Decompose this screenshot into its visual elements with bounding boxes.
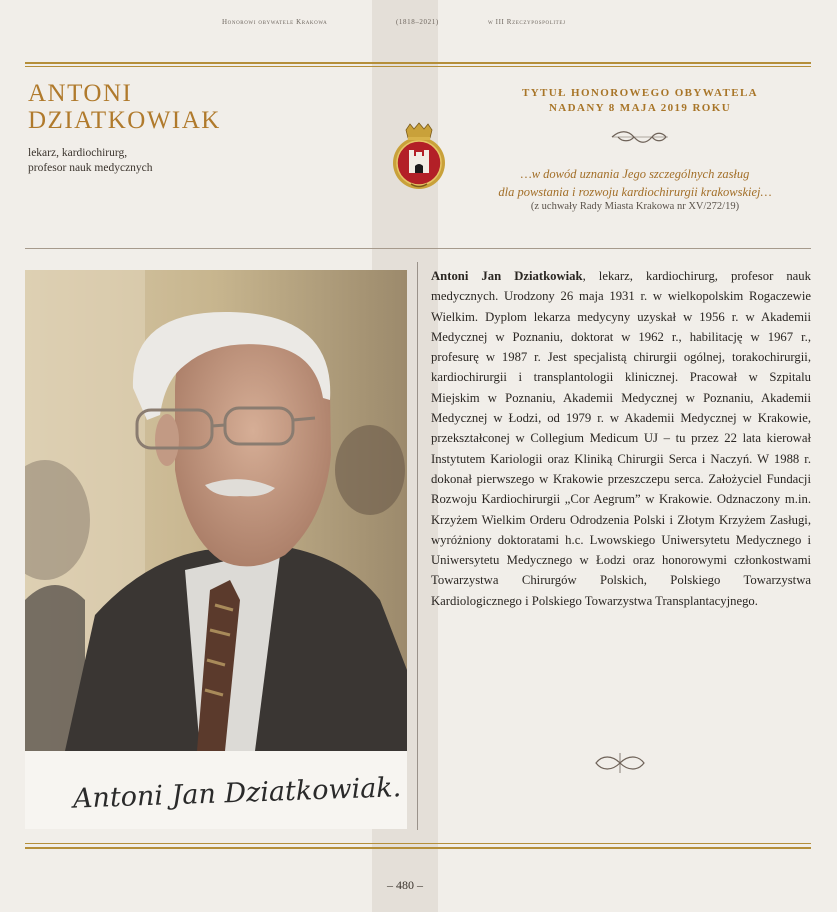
honor-quote: [460, 165, 810, 201]
portrait-photo-icon: [25, 270, 407, 751]
krakow-coat-of-arms-icon: [386, 122, 452, 192]
signature-panel: [25, 751, 407, 829]
quote-source: (z uchwały Rady Miasta Krakowa nr XV/272/19): [530, 201, 740, 212]
portrait-photo: [25, 270, 407, 751]
honor-title-line1: TYTUŁ HONOROWEGO OBYWATELA: [521, 87, 759, 99]
signature-image: [25, 751, 407, 829]
biography: [431, 266, 811, 611]
person-name-line1: ANTONI: [28, 80, 133, 107]
person-subtitle: [28, 146, 153, 176]
bio-text: , lekarz, kardiochirurg, profesor nauk medycznych. Urodzony 26 maja 1931 r. w wielkopolskim Rogaczewie Wielkim. Dyplom lekarza medycyny uzyskał w 1956 r. w Akademii Medycznej w Poznaniu, doktorat w 1962 r., habilitację w 1967 r., profesurę w 1987 r. Jest specjalistą chirurgii ogólnej, torakochirurgii, kardiochirurgii i transplantologii klinicznej. Pracował w Szpitalu Miejskim w Poznaniu, Akademii Medycznej w Poznaniu, Akademii Medycznej w Łodzi, od 1979 r. w Akademii Medycznej w Krakowie, przekształconej w Collegium Medicum UJ – tu przez 22 lata kierował Instytutem Kariologii oraz Kliniką Chirurgii Serca i Naczyń. W 1988 r. dokonał pierwszego w Krakowie przeszczepu serca. Założyciel Fundacji Rozwoju Kardiochirurgii „Cor Aegrum” w Krakowie. Odznaczony m.in. Krzyżem Wielkim Orderu Odrodzenia Polski i Złotym Krzyżem Zasługi, wyróżniony doktoratami h.c. Lwowskiego Uniwersytetu Medycznego i Uniwersytetu Medycznego w Łodzi oraz honorowymi członkostwami Towarzystwa Chirurgów Polskich, Polskiego Towarzystwa Kardiologicznego i Polskiego Towarzystwa Transplantacyjnego.: [431, 269, 811, 608]
honor-title: [487, 86, 793, 116]
bottom-rule-thick: [25, 847, 811, 849]
honor-title-line2: NADANY 8 MAJA 2019 ROKU: [548, 102, 732, 114]
top-rule: [25, 62, 811, 64]
page-number: – 480 –: [387, 878, 423, 892]
quote-line2: dla powstania i rozwoju kardiochirurgii krakowskiej…: [498, 185, 772, 199]
header-left: Honorowi obywatele Krakowa: [222, 18, 328, 26]
subtitle-line2: profesor nauk medycznych: [28, 162, 153, 174]
flourish-ornament-icon: [610, 128, 670, 146]
header-center: (1818–2021): [396, 18, 439, 26]
person-name: [28, 80, 221, 134]
person-name-line2: DZIATKOWIAK: [28, 107, 221, 134]
running-header: [0, 18, 837, 32]
header-right: w III Rzeczypospolitej: [488, 18, 566, 26]
bottom-rule: [25, 843, 811, 844]
top-rule-thin: [25, 66, 811, 67]
quote-line1: …w dowód uznania Jego szczególnych zasług: [520, 167, 750, 181]
bio-name: Antoni Jan Dziatkowiak: [431, 269, 583, 283]
column-divider: [417, 262, 418, 830]
subtitle-line1: lekarz, kardiochirurg,: [28, 147, 128, 159]
flourish-ornament-icon: [592, 751, 648, 775]
signature-text: Antoni Jan Dziatkowiak.: [72, 772, 402, 815]
section-rule: [25, 248, 811, 249]
